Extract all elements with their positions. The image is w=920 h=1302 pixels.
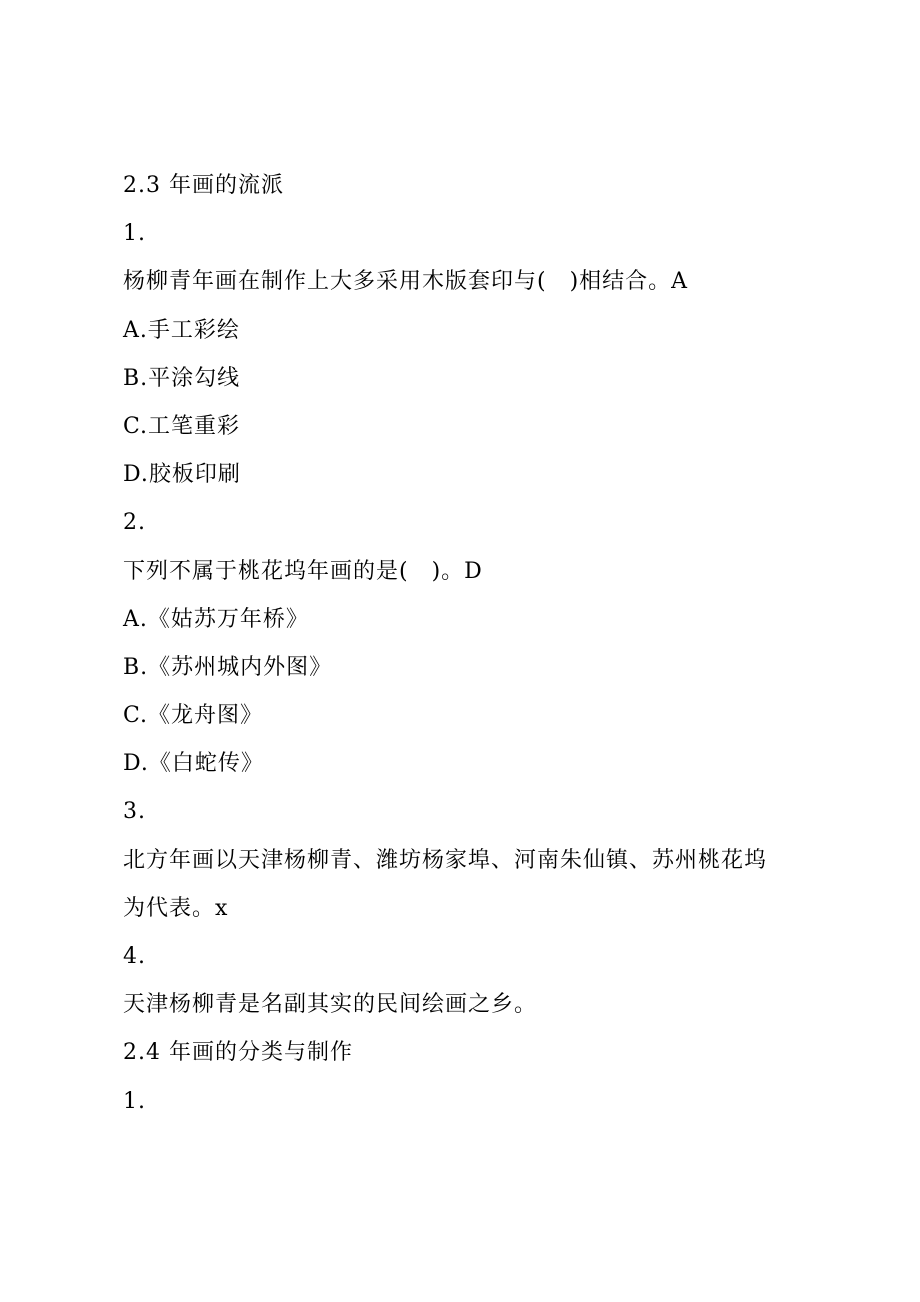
question-text: 下列不属于桃花坞年画的是( )。D xyxy=(123,558,483,584)
question-number: 3. xyxy=(123,799,146,825)
option-b: B.《苏州城内外图》 xyxy=(123,654,333,680)
question-text: 杨柳青年画在制作上大多采用木版套印与( )相结合。A xyxy=(123,269,689,295)
question-text-continued: 为代表。x xyxy=(123,895,229,921)
document-page xyxy=(123,162,823,1126)
option-a: A.《姑苏万年桥》 xyxy=(123,606,309,632)
question-text: 天津杨柳青是名副其实的民间绘画之乡。 xyxy=(123,992,538,1018)
question-number: 2. xyxy=(123,510,146,536)
question-number: 1. xyxy=(123,1088,146,1114)
option-d: D.《白蛇传》 xyxy=(123,751,264,777)
question-text: 北方年画以天津杨柳青、潍坊杨家埠、河南朱仙镇、苏州桃花坞 xyxy=(123,847,768,873)
section-heading: 2.4 年画的分类与制作 xyxy=(123,1040,353,1066)
option-c: C.工笔重彩 xyxy=(123,413,241,439)
question-number: 4. xyxy=(123,944,146,969)
option-b: B.平涂勾线 xyxy=(123,365,241,391)
section-heading: 2.3 年画的流派 xyxy=(123,173,284,198)
option-c: C.《龙舟图》 xyxy=(123,703,264,729)
option-a: A.手工彩绘 xyxy=(123,317,240,343)
question-number: 1. xyxy=(123,221,146,247)
option-d: D.胶板印刷 xyxy=(123,462,241,488)
